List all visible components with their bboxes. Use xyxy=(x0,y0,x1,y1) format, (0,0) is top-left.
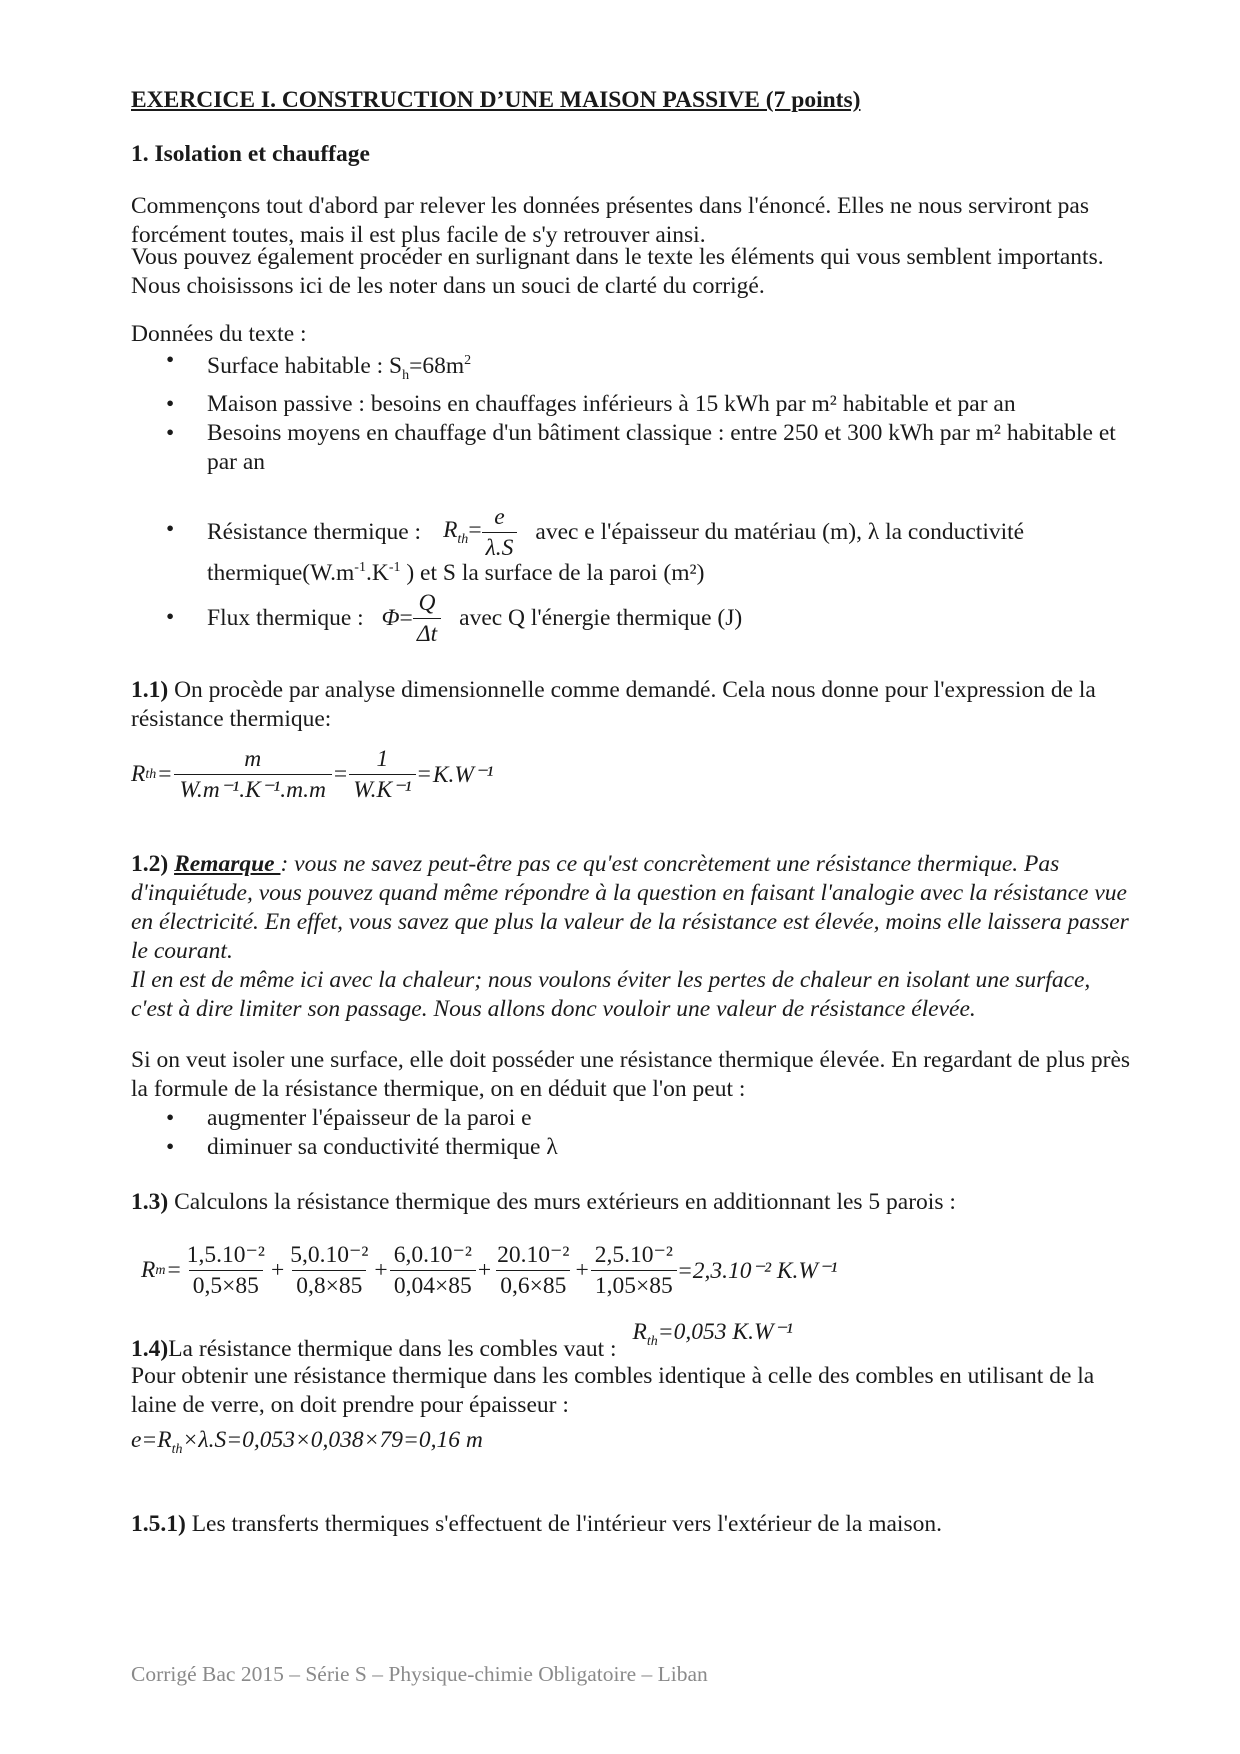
section-heading: 1. Isolation et chauffage xyxy=(131,141,370,167)
list-item: • Besoins moyens en chauffage d'un bâtiment classique : entre 250 et 300 kWh par m² habitable et par an xyxy=(131,419,1131,477)
resistance-units-line: $thermique(W.m^{-1}.K^{-1}$ ) et S la surface de la paroi (m²) xyxy=(207,560,705,586)
page-footer: Corrigé Bac 2015 – Série S – Physique-chimie Obligatoire – Liban xyxy=(131,1662,708,1686)
dimensional-analysis-equation: R th = $\frac{m}{\text{W.m⁻¹.K⁻¹.m.m}}$ = $\frac{1}{\text{W.K⁻¹}}$ = K.W⁻¹ xyxy=(131,746,494,803)
list-item: • diminuer sa conductivité thermique λ xyxy=(131,1133,1131,1162)
question-1-4: 1.4) La résistance thermique dans les combles vaut : $R_{th}=0,053$ K.W⁻¹ xyxy=(131,1319,793,1362)
phi-formula: Φ= xyxy=(381,605,413,631)
question-1-1: 1.1) On procède par analyse dimensionnelle comme demandé. Cela nous donne pour l'expression de la résistance thermique: xyxy=(131,677,1096,732)
document-page: EXERCICE I. CONSTRUCTION D’UNE MAISON PASSIVE (7 points) 1. Isolation et chauffage Commençons tout d'abord par relever les données présentes dans l'énoncé. Elles ne nous serviront pas forcément toutes, mais il est plus facile de s'y retrouver ainsi. Vous pouvez également procéder en surlignant dans le texte les éléments qui vous semblent importants. Nous choisissons ici de les noter dans un souci de clarté du corrigé. Données du texte : • Surface habitable : $S_h=68m^2$ • Maison passive : besoins en chauffages inférieurs à 15 kWh par m² habitable et par an • Besoins moyens en chauffage d'un bâtiment classique : entre 250 et 300 kWh par m² habitable et par an • Résistance thermique : $R_{th}=$ $\frac{e}{\lambda.S}$ avec e l'épaisseur du matériau (m), λ la conductivité $thermique(W.m^{-1}.K^{-1}$ ) et S la surface de la paroi (m²) • Flux thermique : Φ= $\frac{Q}{\Delta t}$ avec Q l'énergie thermique (J) 1.1) On procède par analyse dimensionnelle comme demandé. Cela nous donne pour l'expression de la résistance thermique: R th = $\frac{m}{\text{W.m⁻¹.K⁻¹.m.m}}$ = $\frac{1}{\text{W.K⁻¹}}$ = K.W⁻¹ 1.2) Remarque : vous ne savez peut-être pas ce qu'est concrètement une résistance thermique. Pas d'inquiétude, vous pouvez quand même répondre à la question en faisant l'analogie avec la résistance vue en électricité. En effet, vous savez que plus la valeur de la résistance est élevée, moins elle laissera passer le courant. Il en est de même ici avec la chaleur; nous voulons éviter les pertes de chaleur en isolant une surface, c'est à dire limiter son passage. Nous allons donc vouloir une valeur de résistance élevée. Si on veut isoler une surface, elle doit posséder une résistance thermique élevée. En regardant de plus près la formule de la résistance thermique, on en déduit que l'on peut : • augmenter l'épaisseur de la paroi e • diminuer sa conductivité thermique λ 1.3) Calculons la résistance thermique des murs extérieurs en additionnant les 5 parois : R m = $\frac{\text{1,5.10⁻²}}{0,5\times 85}$ + $\frac{\text{5,0.10⁻²}}{0,8\times 85}$ + $\frac{\text{6,0.10⁻²}}{0,04\times 85}$ + $\frac{\text{20.10⁻²}}{0,6\times 85}$ + $\frac{\text{2,5.10⁻²}}{1,05\times 85}$ =2,3.10⁻² K.W⁻¹ 1.4) La résistance thermique dans les combles vaut : $R_{th}=0,053$ K.W⁻¹ Pour obtenir une résistance thermique dans les combles identique à celle des combles en utilisant de la laine de verre, on doit prendre pour épaisseur : $e=R_{th}\times\lambda.S=0,053\times 0,038\times 79=0,16$ m 1.5.1) Les transferts thermiques s'effectuent de l'intérieur vers l'extérieur de la maison. Corrigé Bac 2015 – Série S – Physique-chimie Obligatoire – Liban xyxy=(0,0,1240,1754)
donnees-list xyxy=(131,346,1131,477)
rth-formula: $R_{th}=$ xyxy=(443,517,482,547)
insulation-options-list xyxy=(131,1104,1131,1162)
intro-paragraph-1: Commençons tout d'abord par relever les données présentes dans l'énoncé. Elles ne nous serviront pas forcément toutes, mais il est plus facile de s'y retrouver ainsi. xyxy=(131,193,1089,248)
intro-paragraph-2: Vous pouvez également procéder en surlignant dans le texte les éléments qui vous semblent importants. Nous choisissons ici de les noter dans un souci de clarté du corrigé. xyxy=(131,244,1104,299)
question-1-2-remark: 1.2) Remarque : vous ne savez peut-être pas ce qu'est concrètement une résistance thermique. Pas d'inquiétude, vous pouvez quand même répondre à la question en faisant l'analogie avec la résistance vue en électricité. En effet, vous savez que plus la valeur de la résistance est élevée, moins elle laissera passer le courant. xyxy=(131,851,1129,964)
list-item: • Surface habitable : $S_h=68m^2$ xyxy=(131,346,1131,390)
rth-fraction: $\frac{e}{\lambda.S}$ xyxy=(482,502,518,563)
question-1-2-answer: Si on veut isoler une surface, elle doit posséder une résistance thermique élevée. En regardant de plus près la formule de la résistance thermique, on en déduit que l'on peut : xyxy=(131,1047,1131,1102)
question-1-5-1: 1.5.1) Les transferts thermiques s'effectuent de l'intérieur vers l'extérieur de la maison. xyxy=(131,1511,942,1537)
thickness-equation: $e=R_{th}\times\lambda.S=0,053\times 0,038\times 79=0,16$ m xyxy=(131,1427,483,1457)
wall-resistance-equation: R m = $\frac{\text{1,5.10⁻²}}{0,5\times 85}$ + $\frac{\text{5,0.10⁻²}}{0,8\times 85}$ + $\frac{\text{6,0.10⁻²}}{0,04\times 85}$ + $\frac{\text{20.10⁻²}}{0,6\times 85}$ + $\frac{\text{2,5.10⁻²}}{1,05\times 85}$ =2,3.10⁻² K.W⁻¹ xyxy=(141,1242,838,1299)
remark-paragraph-2: Il en est de même ici avec la chaleur; nous voulons éviter les pertes de chaleur en isolant une surface, c'est à dire limiter son passage. Nous allons donc vouloir une valeur de résistance élevée. xyxy=(131,967,1091,1022)
question-1-4-text: Pour obtenir une résistance thermique dans les combles identique à celle des combles en utilisant de la laine de verre, on doit prendre pour épaisseur : xyxy=(131,1363,1095,1418)
combles-resistance: $R_{th}=0,053$ K.W⁻¹ xyxy=(632,1319,793,1349)
list-item: • augmenter l'épaisseur de la paroi e xyxy=(131,1104,1131,1133)
resistance-label: Résistance thermique : xyxy=(207,519,422,545)
exercise-title: EXERCICE I. CONSTRUCTION D’UNE MAISON PASSIVE (7 points) xyxy=(131,87,861,113)
question-1-3: 1.3) Calculons la résistance thermique des murs extérieurs en additionnant les 5 parois : xyxy=(131,1189,956,1215)
phi-fraction: $\frac{Q}{\Delta t}$ xyxy=(413,588,441,649)
donnees-label: Données du texte : xyxy=(131,321,307,347)
list-item: • Maison passive : besoins en chauffages inférieurs à 15 kWh par m² habitable et par an xyxy=(131,390,1131,419)
